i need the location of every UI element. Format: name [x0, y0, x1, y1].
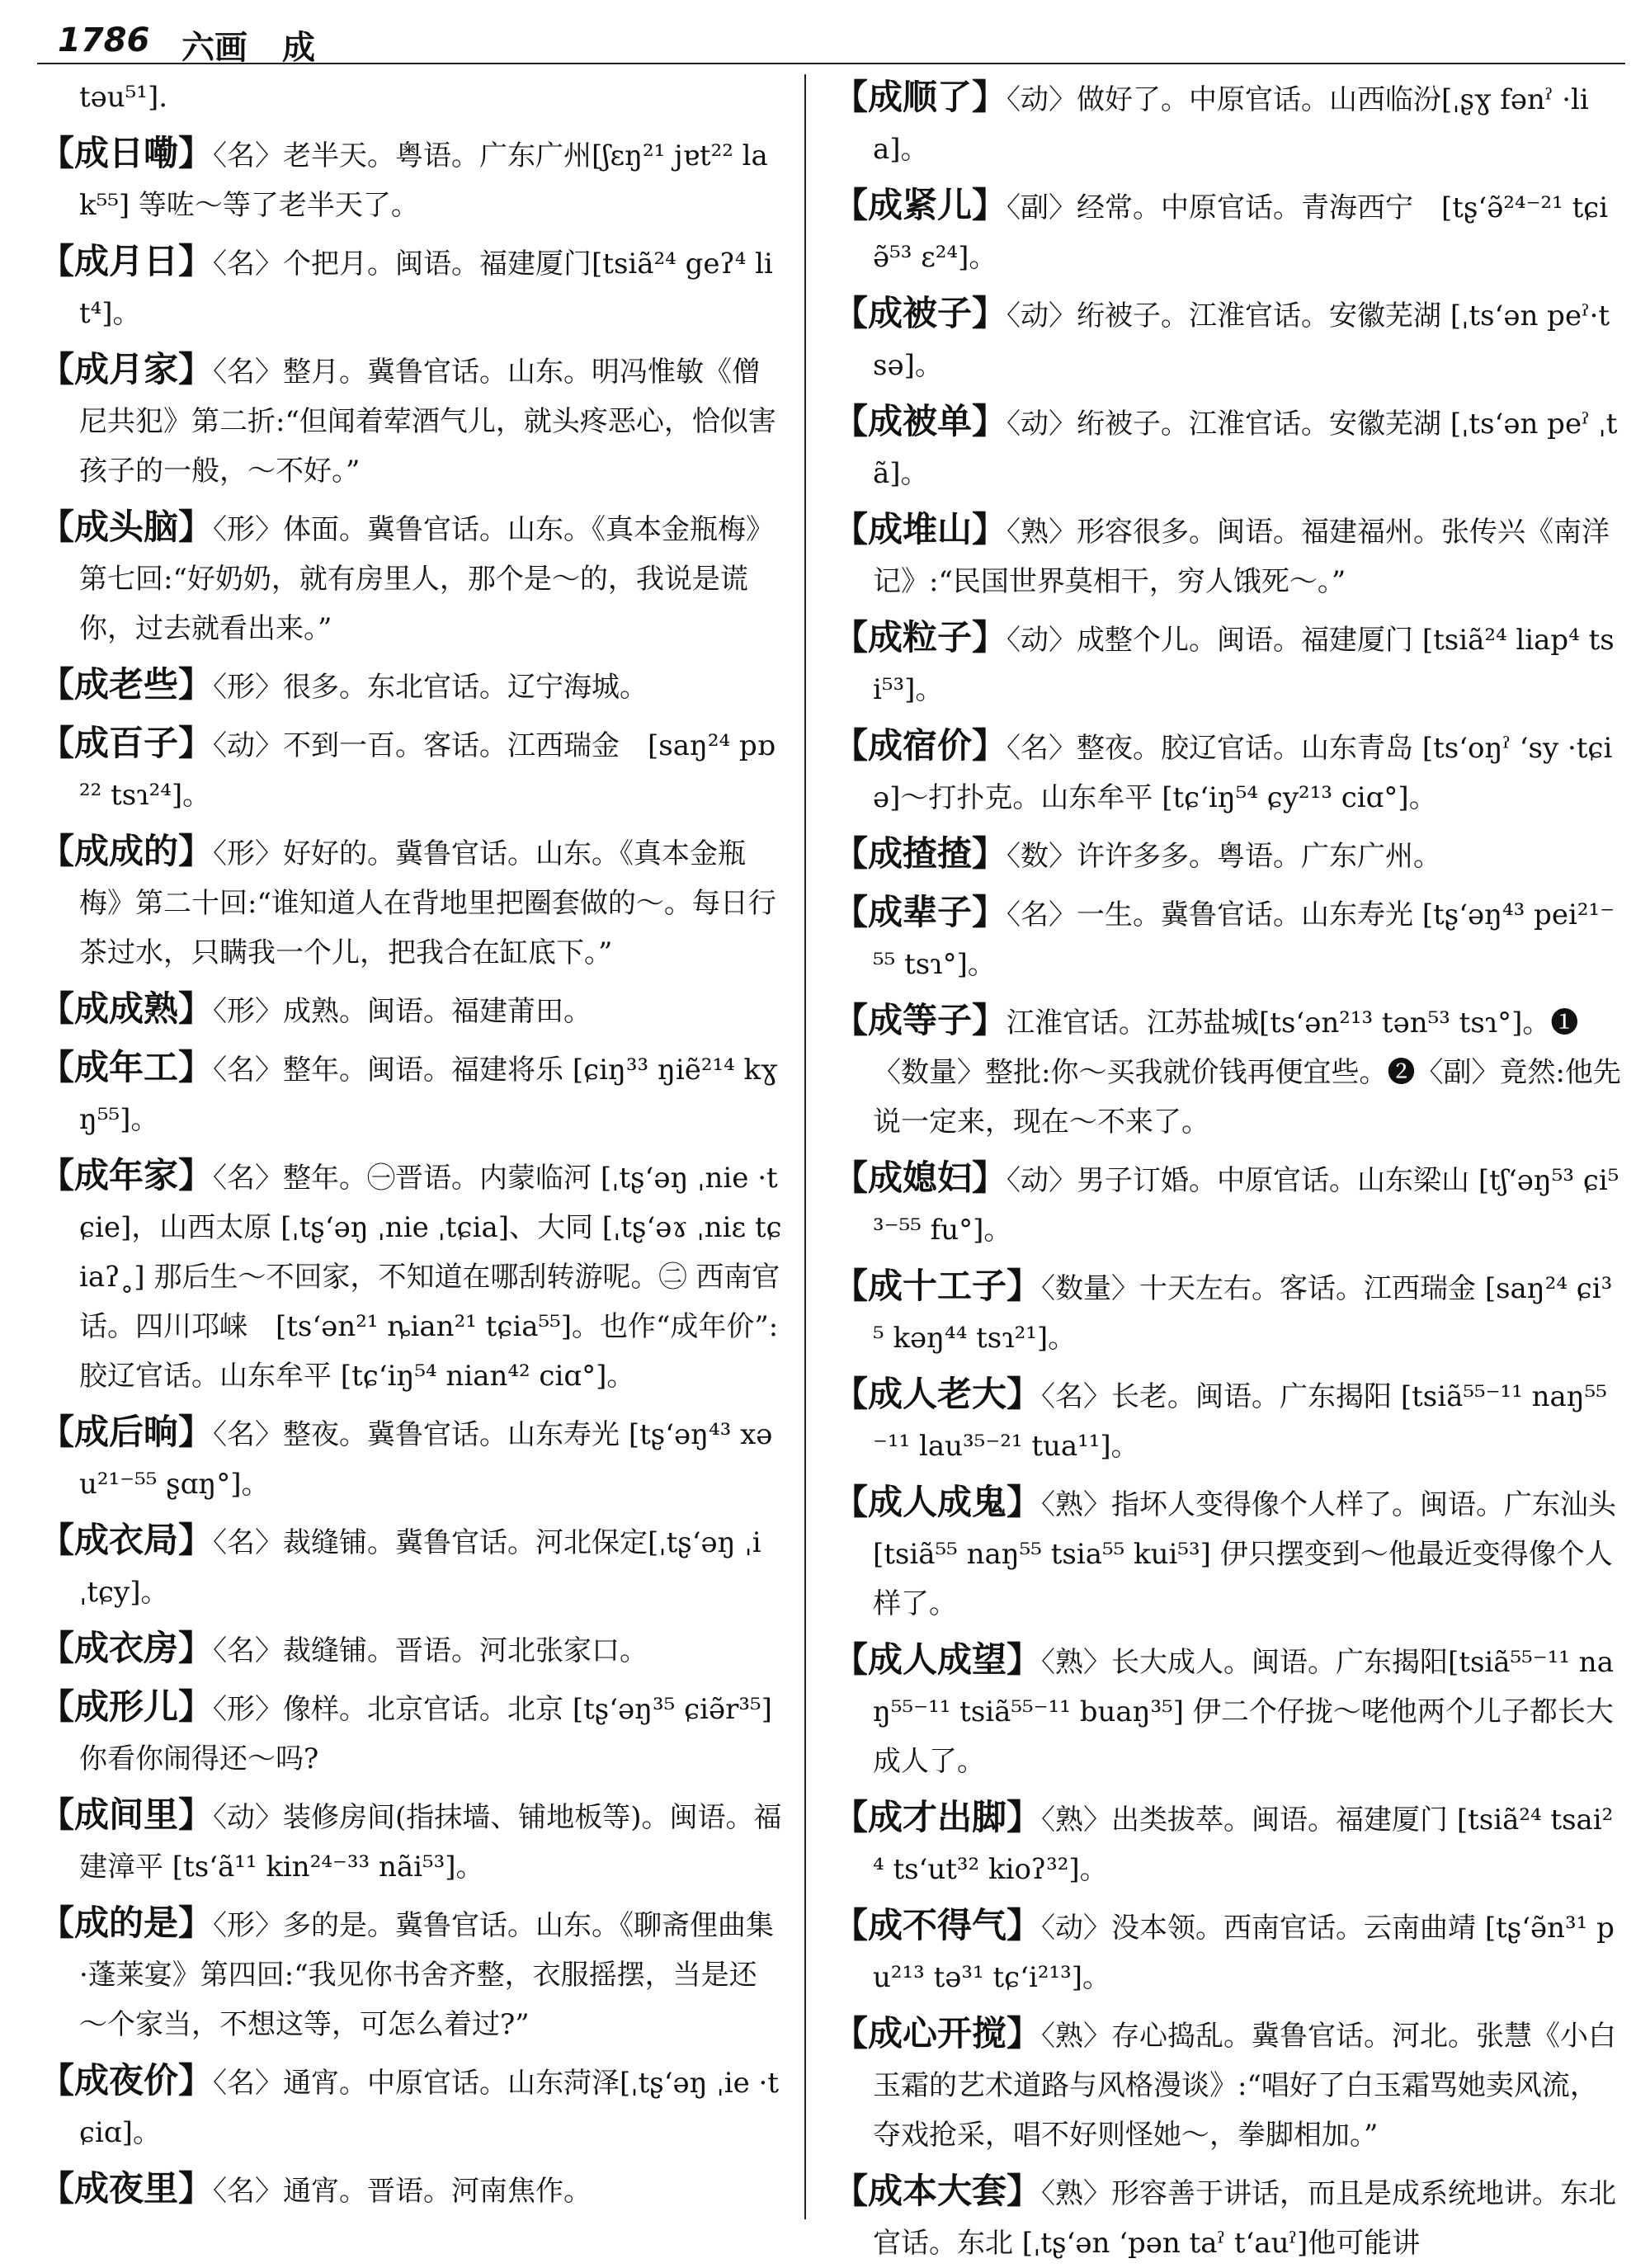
entry-definition: 〈名〉裁缝铺。冀鲁官话。河北保定[ˌtʂʻəŋ ˌi ˌtɕy]。 [79, 1526, 761, 1609]
entry-definition: 〈名〉个把月。闽语。福建厦门[tsiã²⁴ geʔ⁴ lit⁴]。 [79, 248, 773, 330]
entry-definition: 〈形〉像样。北京官话。北京 [tʂʻəŋ³⁵ ɕiə̃r³⁵] 你看你闹得还～吗? [79, 1693, 772, 1775]
left-column [40, 73, 782, 2218]
entry-definition: 〈形〉很多。东北官话。辽宁海城。 [213, 671, 648, 704]
page-number: 1786 [58, 21, 150, 59]
continuation-text: təu⁵¹]. [79, 81, 168, 114]
left-entry-list [40, 129, 782, 2216]
dictionary-entry [833, 1153, 1621, 1255]
dictionary-entry [40, 1624, 782, 1676]
dictionary-entry [40, 345, 782, 496]
dictionary-entry [40, 984, 782, 1036]
entry-definition: 〈副〉经常。中原官话。青海西宁 [tʂʻə̃²⁴⁻²¹ tɕiə̃⁵³ ɛ²⁴]。 [873, 191, 1609, 274]
entry-definition: 〈名〉长老。闽语。广东揭阳 [tsiã⁵⁵⁻¹¹ naŋ⁵⁵⁻¹¹ lau³⁵⁻²¹ tua¹¹]。 [873, 1380, 1607, 1463]
dictionary-entry [40, 502, 782, 653]
dictionary-entry [833, 397, 1621, 498]
entry-headword: 【成顺了】 [833, 77, 1007, 117]
dictionary-entry [40, 1151, 782, 1401]
dictionary-entry [833, 1901, 1621, 2002]
dictionary-entry [833, 1478, 1621, 1629]
entry-definition: 〈名〉通宵。晋语。河南焦作。 [213, 2175, 592, 2208]
dictionary-entry [40, 827, 782, 978]
entry-definition: 〈熟〉长大成人。闽语。广东揭阳[tsiã⁵⁵⁻¹¹ naŋ⁵⁵⁻¹¹ tsiã⁵⁵⁻¹¹ buaŋ³⁵] 伊二个仔拢～咾他两个儿子都长大成人了。 [873, 1646, 1614, 1778]
entry-definition: 〈动〉装修房间(指抹墙、铺地板等)。闽语。福建漳平 [tsʻã¹¹ kin²⁴⁻³³ nãi⁵³]。 [79, 1801, 782, 1884]
column-divider [804, 74, 806, 2219]
dictionary-entry [40, 1407, 782, 1509]
entry-definition: 〈熟〉形容很多。闽语。福建福州。张传兴《南洋记》:“民国世界莫相干，穷人饿死～。” [873, 516, 1610, 598]
entry-headword: 【成日嘞】 [40, 133, 214, 173]
entry-headword: 【成粒子】 [833, 617, 1007, 658]
dictionary-entry [40, 1516, 782, 1617]
entry-headword: 【成揸揸】 [833, 833, 1007, 874]
entry-headword: 【成不得气】 [833, 1905, 1042, 1945]
dictionary-entry [833, 829, 1621, 881]
entry-headword: 【成形儿】 [40, 1686, 214, 1727]
dictionary-entry [833, 1635, 1621, 1786]
entry-headword: 【成等子】 [833, 1000, 1007, 1040]
dictionary-entry [40, 1043, 782, 1144]
entry-definition: 〈名〉整月。冀鲁官话。山东。明冯惟敏《僧尼共犯》第二折:“但闻着荤酒气儿，就头疼恶心，恰似害孩子的一般，～不好。” [79, 356, 776, 488]
entry-headword: 【成间里】 [40, 1794, 214, 1835]
entry-headword: 【成夜价】 [40, 2060, 214, 2101]
dictionary-entry [833, 181, 1621, 282]
dictionary-entry [40, 1898, 782, 2049]
entry-definition: 〈形〉成熟。闽语。福建莆田。 [213, 995, 592, 1028]
stroke-count-label: 六画 [182, 28, 248, 67]
page-header [58, 18, 1625, 68]
entry-headword: 【成心开搅】 [833, 2013, 1042, 2053]
entry-headword: 【成成熟】 [40, 988, 214, 1029]
dictionary-entry [40, 2056, 782, 2157]
entry-definition: 〈形〉多的是。冀鲁官话。山东。《聊斋俚曲集·蓬莱宴》第四回:“我见你书舍齐整，衣服摇摆，当是还～个家当，不想这等，可怎么着过?” [79, 1909, 775, 2041]
entry-definition: 〈名〉一生。冀鲁官话。山东寿光 [tʂʻəŋ⁴³ pei²¹⁻⁵⁵ tsɿ°]。 [873, 898, 1615, 981]
entry-definition: 〈动〉成整个儿。闽语。福建厦门 [tsiã²⁴ liap⁴ tsi⁵³]。 [873, 624, 1615, 706]
entry-definition: 〈动〉绗被子。江淮官话。安徽芜湖 [ˌtsʻən peˀ·tsə]。 [873, 299, 1610, 382]
entry-definition: 〈动〉不到一百。客话。江西瑞金 [saŋ²⁴ pɒ²² tsɿ²⁴]。 [79, 729, 776, 812]
entry-headword: 【成月日】 [40, 241, 214, 281]
dictionary-entry [833, 613, 1621, 714]
entry-headword: 【成的是】 [40, 1903, 214, 1943]
entry-definition: 〈名〉老半天。粤语。广东广州[ʃɛŋ²¹ jɐt²² lak⁵⁵] 等咗～等了老半天了。 [79, 139, 768, 222]
right-entry-list [833, 73, 1621, 2268]
entry-definition: 〈熟〉存心捣乱。冀鲁官话。河北。张慧《小白玉霜的艺术道路与风格漫谈》:“唱好了白玉霜骂她卖风流，夺戏抢采，唱不好则怪她～，拳脚相加。” [873, 2020, 1617, 2152]
entry-definition: 〈名〉裁缝铺。晋语。河北张家口。 [213, 1634, 648, 1667]
entry-headword: 【成堆山】 [833, 509, 1007, 549]
entry-headword: 【成被单】 [833, 401, 1007, 441]
entry-headword: 【成夜里】 [40, 2168, 214, 2209]
entry-headword: 【成成的】 [40, 831, 214, 871]
dictionary-entry [833, 996, 1621, 1147]
entry-headword: 【成衣房】 [40, 1628, 214, 1668]
dictionary-entry [40, 129, 782, 230]
dictionary-entry [833, 505, 1621, 606]
entry-headword: 【成月家】 [40, 349, 214, 389]
right-column [833, 73, 1621, 2260]
entry-headword: 【成头脑】 [40, 507, 214, 547]
entry-headword: 【成人成望】 [833, 1639, 1042, 1680]
dictionary-entry [833, 2009, 1621, 2160]
entry-definition: 〈名〉整年。㊀晋语。内蒙临河 [ˌtʂʻəŋ ˌnie ·tɕie]，山西太原 [ˌtʂʻəŋ ˌnie ˌtɕia]、大同 [ˌtʂʻəɤ ˌniɛ tɕiaʔ˳] 那后生～不回家，不知道在哪刮转游呢。㊁ 西南官话。四川邛崃 [tsʻən²¹ ȵian²¹ tɕia⁵⁵]。也作“成年价”:胶辽官话。山东牟平 [tɕʻiŋ⁵⁴ nian⁴² ciɑ°]。 [79, 1162, 782, 1393]
entry-definition: 〈名〉通宵。中原官话。山东菏泽[ˌtʂʻəŋ ˌie ·tɕiɑ]。 [79, 2067, 779, 2149]
header-rule [37, 63, 1625, 64]
entry-headword: 【成十工子】 [833, 1266, 1042, 1306]
entry-definition: 〈名〉整夜。冀鲁官话。山东寿光 [tʂʻəŋ⁴³ xəu²¹⁻⁵⁵ ʂɑŋ°]。 [79, 1418, 773, 1501]
entry-definition: 〈熟〉形容善于讲话，而且是成系统地讲。东北官话。东北 [ˌtʂʻən ʻpən taˀ tʻauˀ]他可能讲 [873, 2177, 1617, 2260]
entry-definition: 〈动〉男子订婚。中原官话。山东梁山 [tʃʻəŋ⁵³ ɕi⁵³⁻⁵⁵ fu°]。 [873, 1164, 1619, 1247]
entry-headword: 【成被子】 [833, 293, 1007, 333]
entry-headword: 【成百子】 [40, 723, 214, 763]
dictionary-entry [40, 237, 782, 338]
entry-headword: 【成年家】 [40, 1155, 214, 1195]
entry-headword: 【成老些】 [40, 664, 214, 705]
entry-definition: 〈数量〉十天左右。客话。江西瑞金 [saŋ²⁴ ɕi³⁵ kəŋ⁴⁴ tsɿ²¹]。 [873, 1272, 1613, 1355]
entry-definition: 〈名〉整夜。胶辽官话。山东青岛 [tsʻoŋˀ ʻsy ·tɕiə]～打扑克。山东牟平 [tɕʻiŋ⁵⁴ ɕy²¹³ ciɑ°]。 [873, 732, 1613, 814]
entry-definition: 〈形〉好好的。冀鲁官话。山东。《真本金瓶梅》第二十回:“谁知道人在背地里把圈套做的～。每日行茶过水，只瞒我一个儿，把我合在缸底下。” [79, 837, 776, 969]
dictionary-entry [833, 1793, 1621, 1894]
header-character: 成 [282, 28, 315, 67]
entry-headword: 【成后晌】 [40, 1412, 214, 1452]
dictionary-entry [40, 1682, 782, 1784]
dictionary-entry [833, 289, 1621, 390]
entry-definition: 〈熟〉出类拔萃。闽语。福建厦门 [tsiã²⁴ tsai²⁴ tsʻut³² kioʔ³²]。 [873, 1804, 1614, 1886]
dictionary-entry [40, 2164, 782, 2216]
dictionary-entry [833, 1261, 1621, 1363]
entry-headword: 【成衣局】 [40, 1520, 214, 1560]
entry-headword: 【成紧儿】 [833, 185, 1007, 225]
entry-headword: 【成人成鬼】 [833, 1482, 1042, 1522]
dictionary-entry [40, 660, 782, 712]
entry-definition: 〈动〉没本领。西南官话。云南曲靖 [tʂʻə̃n³¹ pu²¹³ tə³¹ tɕʻi²¹³]。 [873, 1912, 1615, 1994]
entry-definition: 〈熟〉指坏人变得像个人样了。闽语。广东汕头 [tsiã⁵⁵ naŋ⁵⁵ tsia⁵⁵ kui⁵³] 伊只摆变到～他最近变得像个人样了。 [873, 1488, 1617, 1620]
entry-headword: 【成媳妇】 [833, 1158, 1007, 1198]
entry-headword: 【成人老大】 [833, 1374, 1042, 1414]
dictionary-entry [833, 888, 1621, 989]
entry-headword: 【成本大套】 [833, 2171, 1042, 2211]
entry-definition: 〈数〉许许多多。粤语。广东广州。 [1006, 840, 1442, 873]
entry-definition: 〈名〉整年。闽语。福建将乐 [ɕiŋ³³ ŋiẽ²¹⁴ kɣŋ⁵⁵]。 [79, 1054, 778, 1136]
entry-headword: 【成辈子】 [833, 892, 1007, 932]
entry-definition: 〈动〉绗被子。江淮官话。安徽芜湖 [ˌtsʻən peˀ ˌtã]。 [873, 408, 1618, 490]
dictionary-entry [833, 73, 1621, 174]
entry-headword: 【成才出脚】 [833, 1797, 1042, 1837]
entry-definition: 〈形〉体面。冀鲁官话。山东。《真本金瓶梅》第七回:“好奶奶，就有房里人，那个是～的，我说是谎你，过去就看出来。” [79, 513, 775, 645]
dictionary-entry [833, 1370, 1621, 1471]
entry-definition: 〈动〉做好了。中原官话。山西临汾[ˌʂɣ fənˀ ·lia]。 [873, 83, 1589, 166]
dictionary-entry [833, 2167, 1621, 2268]
entry-headword: 【成宿价】 [833, 725, 1007, 766]
entry-headword: 【成年工】 [40, 1047, 214, 1087]
entry-definition: 江淮官话。江苏盐城[tsʻən²¹³ tən⁵³ tsɿ°]。❶〈数量〉整批:你～买我就价钱再便宜些。❷〈副〉竟然:他先说一定来，现在～不来了。 [873, 1007, 1621, 1139]
dictionary-entry [833, 721, 1621, 823]
dictionary-entry [40, 719, 782, 820]
dictionary-entry [40, 1790, 782, 1892]
